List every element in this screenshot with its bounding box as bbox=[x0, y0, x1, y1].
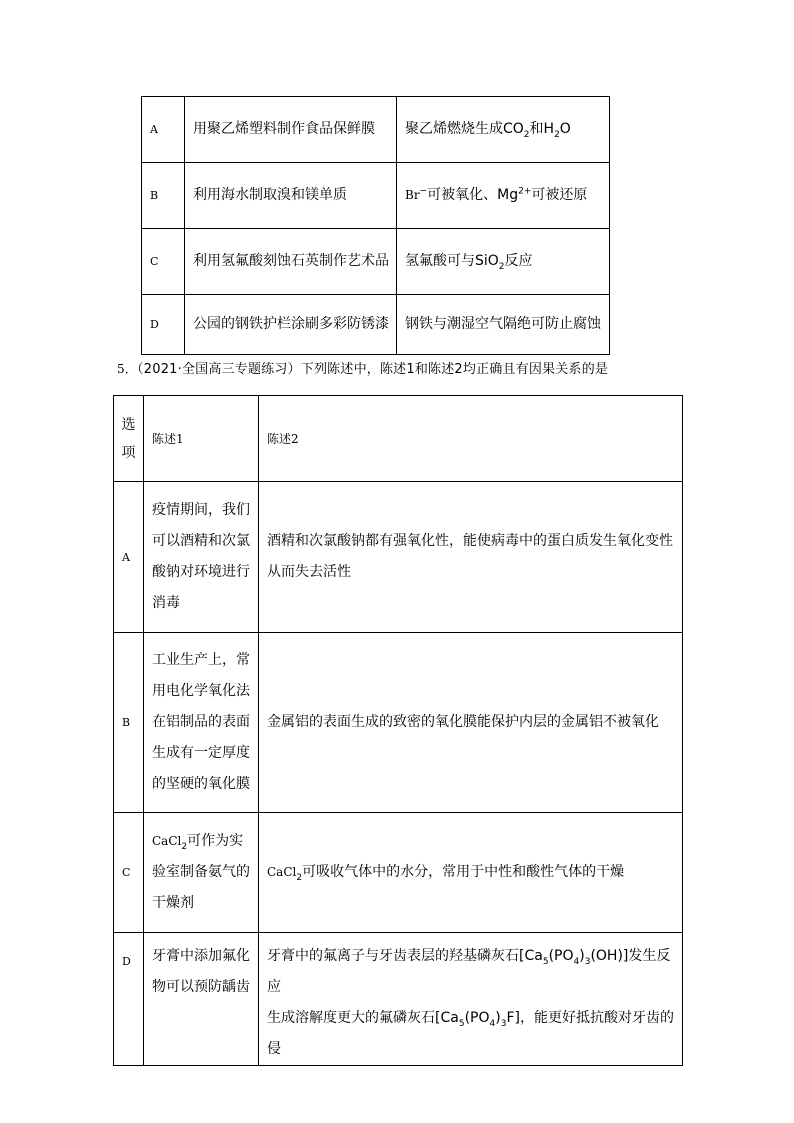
question-number: 5． bbox=[117, 362, 138, 376]
reason-cell: 氢氟酸可与SiO$_2$反应 bbox=[397, 229, 610, 295]
application-cell: 用聚乙烯塑料制作食品保鲜膜 bbox=[185, 97, 397, 163]
option-letter: D bbox=[114, 933, 144, 1066]
application-cell: 利用海水制取溴和镁单质 bbox=[185, 163, 397, 229]
option-letter: C bbox=[142, 229, 185, 295]
option-header: 选 项 bbox=[114, 396, 144, 482]
table-row bbox=[114, 933, 683, 1066]
option-letter: D bbox=[142, 295, 185, 355]
reason-cell: 聚乙烯燃烧生成$CO_2$和$H_2O$ bbox=[397, 97, 610, 163]
options-table-2 bbox=[113, 395, 683, 1066]
question-source: （2021·全国高三专题练习） bbox=[137, 362, 301, 377]
option-letter: B bbox=[142, 163, 185, 229]
table-header-row bbox=[114, 396, 683, 482]
statement2-header: 陈述2 bbox=[259, 396, 683, 482]
table-row bbox=[114, 813, 683, 933]
statement1-header: 陈述1 bbox=[144, 396, 259, 482]
question-stem bbox=[117, 358, 608, 377]
statement1-cell: 工业生产上，常 用电化学氧化法 在铝制品的表面 生成有一定厚度 的坚硬的氧化膜 bbox=[144, 633, 259, 813]
option-letter: A bbox=[142, 97, 185, 163]
statement1-cell: 牙膏中添加氟化 物可以预防龋齿 bbox=[144, 933, 259, 1066]
reason-cell: Br−可被氧化、$Mg^{2+}$可被还原 bbox=[397, 163, 610, 229]
application-cell: 利用氢氟酸刻蚀石英制作艺术品 bbox=[185, 229, 397, 295]
statement2-cell: 牙膏中的氟离子与牙齿表层的羟基磷灰石$[Ca_5(PO_4)_3(OH)]$发生反应 生成溶解度更大的氟磷灰石$[Ca_5(PO_4)_3F]$，能更好抵抗酸对牙齿的侵 bbox=[259, 933, 683, 1066]
statement1-cell: CaCl$_2$可作为实 验室制备氨气的 干燥剂 bbox=[144, 813, 259, 933]
table-row bbox=[142, 229, 610, 295]
table-row bbox=[114, 482, 683, 633]
statement1-cell: 疫情期间，我们 可以酒精和次氯 酸钠对环境进行 消毒 bbox=[144, 482, 259, 633]
statement2-cell: 酒精和次氯酸钠都有强氧化性，能使病毒中的蛋白质发生氧化变性 从而失去活性 bbox=[259, 482, 683, 633]
reason-cell: 钢铁与潮湿空气隔绝可防止腐蚀 bbox=[397, 295, 610, 355]
table-row bbox=[114, 633, 683, 813]
options-table-1 bbox=[141, 96, 610, 355]
option-letter: C bbox=[114, 813, 144, 933]
table-row bbox=[142, 97, 610, 163]
option-letter: A bbox=[114, 482, 144, 633]
option-letter: B bbox=[114, 633, 144, 813]
application-cell: 公园的钢铁护栏涂刷多彩防锈漆 bbox=[185, 295, 397, 355]
table-row bbox=[142, 163, 610, 229]
statement2-cell: 金属铝的表面生成的致密的氧化膜能保护内层的金属铝不被氧化 bbox=[259, 633, 683, 813]
statement2-cell: CaCl$_2$可吸收气体中的水分，常用于中性和酸性气体的干燥 bbox=[259, 813, 683, 933]
table-row bbox=[142, 295, 610, 355]
question-text: 下列陈述中，陈述1和陈述2均正确且有因果关系的是 bbox=[300, 362, 609, 377]
